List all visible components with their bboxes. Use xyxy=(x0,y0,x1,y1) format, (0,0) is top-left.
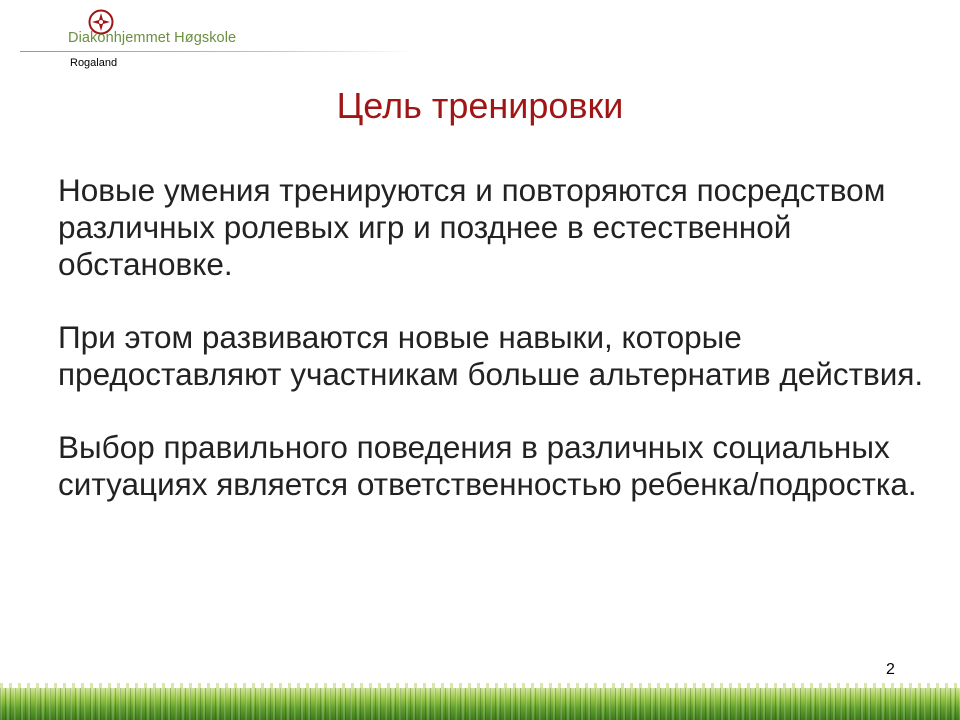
page-number: 2 xyxy=(886,661,895,678)
institution-logo xyxy=(20,4,440,74)
slide-title: Цель тренировки xyxy=(336,85,624,126)
body-paragraph-1: Новые умения тренируются и повторяются посредством различных ролевых игр и позднее в естественной обстановке. xyxy=(58,172,886,282)
grass-footer-band xyxy=(0,688,960,720)
body-paragraph-3: Выбор правильного поведения в различных социальных ситуациях является ответственностью ребенка/подростка. xyxy=(58,429,917,502)
campus-name: Rogaland xyxy=(70,57,118,69)
slide-body xyxy=(58,172,928,539)
body-paragraph-2: При этом развиваются новые навыки, которые предоставляют участникам больше альтернатив действия. xyxy=(58,319,924,392)
institution-name: Diakonhjemmet Høgskole xyxy=(68,30,237,46)
header-divider xyxy=(20,51,415,52)
